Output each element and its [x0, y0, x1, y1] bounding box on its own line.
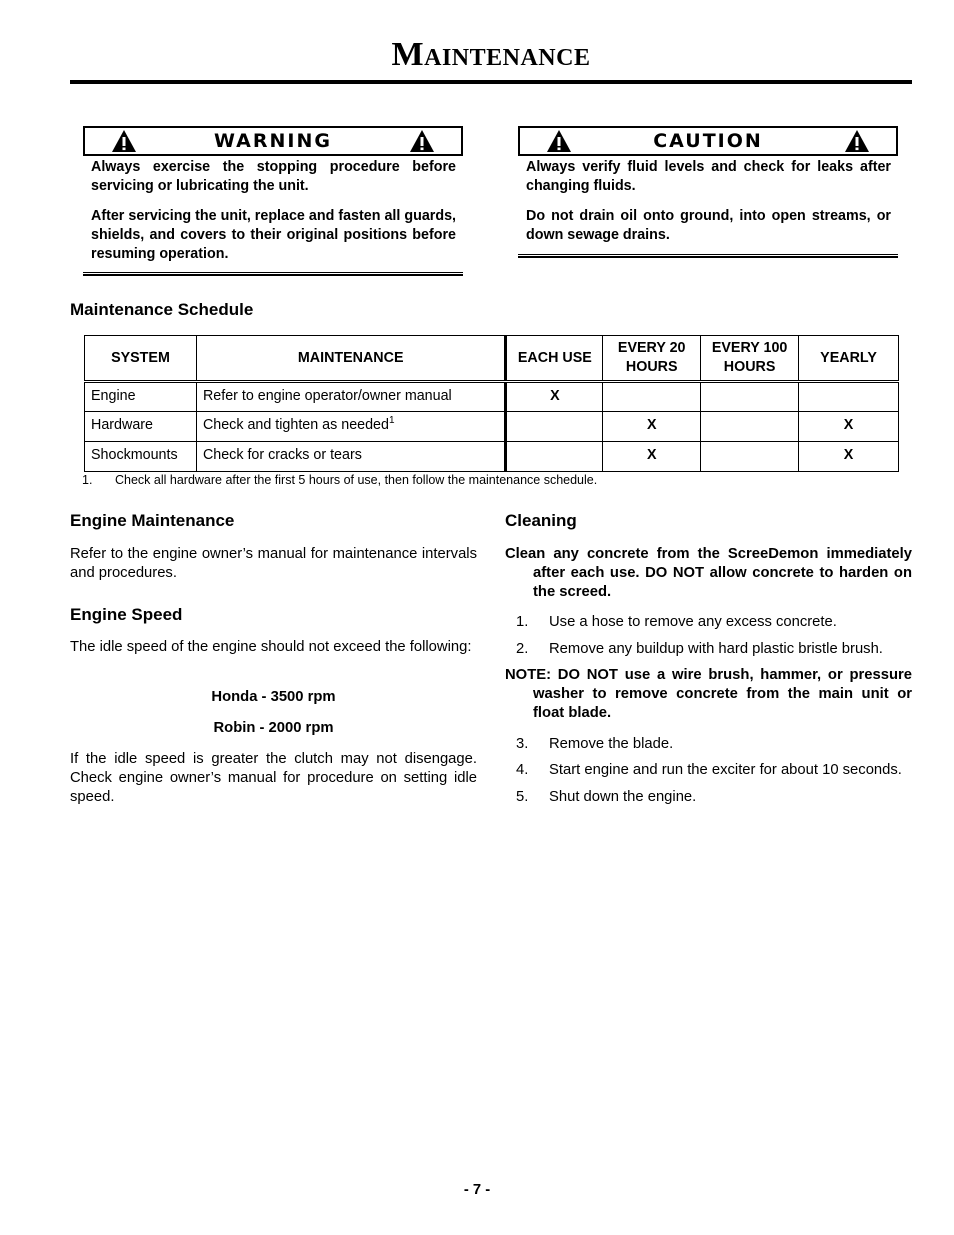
warning-triangle-icon	[409, 129, 435, 153]
footnote-number: 1.	[82, 473, 93, 487]
table-row	[85, 442, 899, 472]
warning-paragraph: Always exercise the stopping procedure before servicing or lubricating the unit.	[91, 159, 456, 194]
cell-system: Shockmounts	[85, 442, 197, 472]
cell-maintenance	[196, 412, 505, 442]
cell-each-use: X	[506, 382, 603, 412]
column-header-each-use: EACH USE	[506, 336, 603, 382]
step-number: 1.	[516, 614, 529, 630]
step-text: Remove the blade.	[549, 736, 674, 752]
page-number: - 7 -	[463, 1182, 491, 1198]
cell-every-100	[701, 442, 799, 472]
cell-yearly	[799, 382, 899, 412]
cell-every-100	[701, 412, 799, 442]
table-row	[85, 412, 899, 442]
step-number: 5.	[516, 789, 529, 805]
cleaning-note: NOTE: DO NOT use a wire brush, hammer, or pressure washer to remove concrete from the main unit or float blade.	[505, 667, 912, 721]
column-header-every-100-hours: EVERY 100 HOURS	[701, 336, 799, 382]
schedule-heading: Maintenance Schedule	[70, 300, 254, 319]
list-item	[516, 735, 912, 755]
table-header-row	[85, 336, 899, 382]
cell-every-20: X	[603, 442, 701, 472]
warning-box	[83, 126, 463, 276]
maintenance-text: Check and tighten as needed	[202, 417, 389, 433]
column-header-yearly: YEARLY	[799, 336, 899, 382]
caution-triangle-icon	[844, 129, 870, 153]
cell-yearly: X	[799, 412, 899, 442]
cell-each-use	[506, 442, 603, 472]
maintenance-schedule-table	[84, 335, 899, 472]
page-title: Maintenance	[391, 36, 591, 73]
warning-label: WARNING	[214, 130, 332, 152]
column-header-maintenance: MAINTENANCE	[196, 336, 505, 382]
caution-box	[518, 126, 898, 258]
caution-bottom-rule	[518, 254, 898, 258]
caution-triangle-icon	[546, 129, 572, 153]
engine-speed-intro: The idle speed of the engine should not exceed the following:	[70, 639, 472, 655]
warning-triangle-icon	[111, 129, 137, 153]
footnote-ref: 1	[388, 415, 395, 427]
cell-yearly: X	[799, 442, 899, 472]
table-row	[85, 382, 899, 412]
title-rule	[70, 80, 912, 84]
table-footnote	[82, 472, 597, 488]
list-item	[516, 613, 912, 633]
engine-maintenance-heading: Engine Maintenance	[70, 511, 235, 530]
robin-idle-speed: Robin - 2000 rpm	[213, 720, 334, 736]
engine-speed-outro: If the idle speed is greater the clutch may not disengage. Check engine owner’s manual for procedure on setting idle speed.	[70, 751, 477, 805]
column-header-system: SYSTEM	[85, 336, 197, 382]
step-text: Remove any buildup with hard plastic bristle brush.	[549, 641, 883, 657]
warning-bottom-rule	[83, 272, 463, 276]
warning-paragraph: After servicing the unit, replace and fasten all guards, shields, and covers to their original positions before resuming operation.	[91, 208, 456, 262]
step-number: 2.	[516, 641, 529, 657]
caution-label: CAUTION	[653, 130, 763, 152]
cell-every-100	[701, 382, 799, 412]
cleaning-intro: Clean any concrete from the ScreeDemon immediately after each use. DO NOT allow concrete to harden on the screed.	[505, 546, 912, 600]
footnote-text: Check all hardware after the first 5 hours of use, then follow the maintenance schedule.	[115, 473, 598, 487]
column-header-every-20-hours: EVERY 20 HOURS	[603, 336, 701, 382]
warning-body	[83, 156, 463, 264]
step-text: Use a hose to remove any excess concrete.	[549, 614, 837, 630]
cell-system: Engine	[85, 382, 197, 412]
list-item	[516, 788, 912, 808]
engine-maintenance-text: Refer to the engine owner’s manual for maintenance intervals and procedures.	[70, 546, 477, 581]
honda-idle-speed: Honda - 3500 rpm	[211, 689, 336, 705]
step-number: 3.	[516, 736, 529, 752]
cell-maintenance	[196, 382, 505, 412]
cell-every-20: X	[603, 412, 701, 442]
cell-maintenance	[196, 442, 505, 472]
caution-paragraph: Do not drain oil onto ground, into open streams, or down sewage drains.	[526, 208, 891, 243]
step-text: Start engine and run the exciter for about 10 seconds.	[549, 762, 902, 778]
cell-system: Hardware	[85, 412, 197, 442]
cell-every-20	[603, 382, 701, 412]
list-item	[516, 761, 912, 781]
cell-each-use	[506, 412, 603, 442]
maintenance-text: Check for cracks or tears	[202, 447, 362, 463]
caution-header	[518, 126, 898, 156]
step-number: 4.	[516, 762, 529, 778]
maintenance-text: Refer to engine operator/owner manual	[202, 388, 452, 404]
caution-body	[518, 156, 898, 245]
step-text: Shut down the engine.	[549, 789, 697, 805]
cleaning-heading: Cleaning	[505, 511, 577, 530]
caution-paragraph: Always verify fluid levels and check for leaks after changing fluids.	[526, 159, 891, 194]
engine-speed-heading: Engine Speed	[70, 605, 183, 624]
list-item	[516, 640, 912, 660]
warning-header	[83, 126, 463, 156]
